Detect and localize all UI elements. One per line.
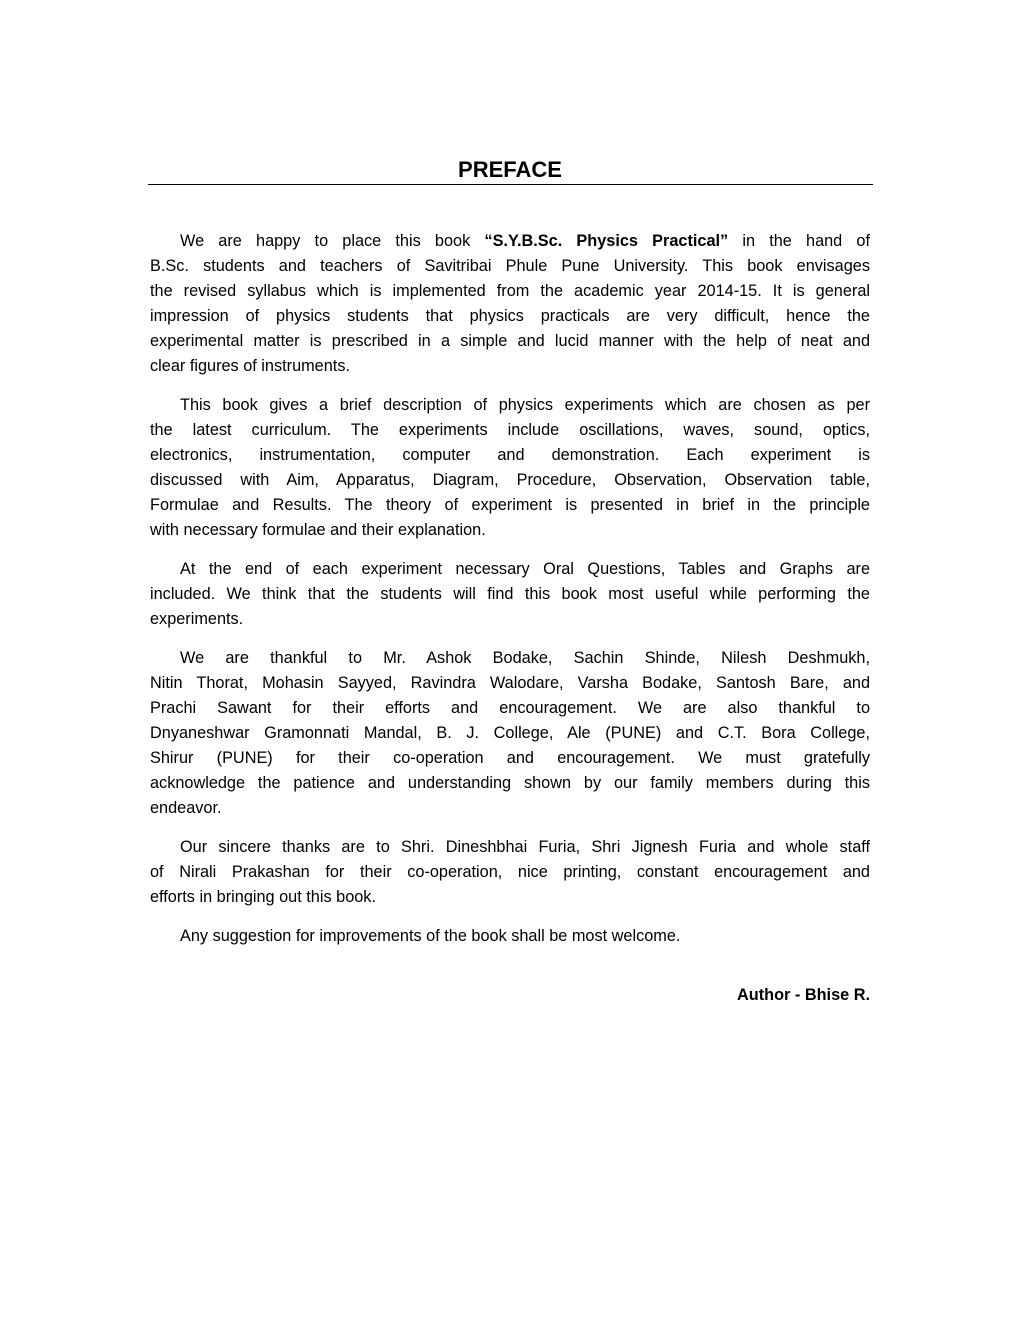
- text-segment: efforts in bringing out this book.: [150, 888, 376, 906]
- text-line: [150, 354, 870, 379]
- text-line: [150, 329, 870, 354]
- text-line: [150, 493, 870, 518]
- page-title: PREFACE: [458, 157, 562, 182]
- text-segment: with necessary formulae and their explanation.: [150, 521, 486, 539]
- paragraph: [150, 229, 870, 379]
- text-line: [150, 771, 870, 796]
- paragraph: [150, 557, 870, 632]
- text-line: [150, 924, 870, 949]
- text-segment: discussed with Aim, Apparatus, Diagram, Procedure, Observation, Observation table,: [150, 471, 870, 489]
- author-signature: Author - Bhise R.: [737, 986, 870, 1004]
- text-segment: Nitin Thorat, Mohasin Sayyed, Ravindra Walodare, Varsha Bodake, Santosh Bare, and: [150, 674, 870, 692]
- text-segment: clear figures of instruments.: [150, 357, 350, 375]
- paragraph: [150, 835, 870, 910]
- text-segment: Any suggestion for improvements of the book shall be most welcome.: [180, 927, 681, 945]
- text-line: [150, 860, 870, 885]
- text-line: [150, 835, 870, 860]
- text-segment: in the hand of: [728, 232, 870, 250]
- text-segment: of Nirali Prakashan for their co-operation, nice printing, constant encouragement and: [150, 863, 870, 881]
- text-segment: impression of physics students that physics practicals are very difficult, hence the: [150, 307, 870, 325]
- text-segment: We are thankful to Mr. Ashok Bodake, Sachin Shinde, Nilesh Deshmukh,: [180, 649, 870, 667]
- text-line: [150, 518, 870, 543]
- text-line: [150, 279, 870, 304]
- text-line: [150, 607, 870, 632]
- text-segment: Shirur (PUNE) for their co-operation and encouragement. We must gratefully: [150, 749, 870, 767]
- text-segment: We are happy to place this book: [180, 232, 485, 250]
- text-segment: At the end of each experiment necessary Oral Questions, Tables and Graphs are: [180, 560, 870, 578]
- text-line: [150, 393, 870, 418]
- text-segment: Prachi Sawant for their efforts and encouragement. We are also thankful to: [150, 699, 870, 717]
- text-line: [150, 468, 870, 493]
- paragraph: [150, 924, 870, 949]
- paragraph: [150, 646, 870, 821]
- text-line: [150, 418, 870, 443]
- text-line: [150, 671, 870, 696]
- paragraph: [150, 393, 870, 543]
- text-line: [150, 304, 870, 329]
- text-line: [150, 557, 870, 582]
- text-segment: This book gives a brief description of physics experiments which are chosen as per: [180, 396, 870, 414]
- text-line: [150, 229, 870, 254]
- text-segment: B.Sc. students and teachers of Savitribai Phule Pune University. This book envisages: [150, 257, 870, 275]
- text-line: [150, 796, 870, 821]
- text-line: [150, 582, 870, 607]
- text-line: [150, 443, 870, 468]
- text-line: [150, 696, 870, 721]
- text-segment: experimental matter is prescribed in a simple and lucid manner with the help of neat and: [150, 332, 870, 350]
- text-segment: the latest curriculum. The experiments include oscillations, waves, sound, optics,: [150, 421, 870, 439]
- text-segment: Our sincere thanks are to Shri. Dineshbhai Furia, Shri Jignesh Furia and whole staff: [180, 838, 870, 856]
- preface-body: [150, 229, 870, 963]
- text-segment: electronics, instrumentation, computer and demonstration. Each experiment is: [150, 446, 870, 464]
- text-line: [150, 885, 870, 910]
- title-underline: [148, 184, 873, 185]
- text-segment: experiments.: [150, 610, 244, 628]
- text-line: [150, 746, 870, 771]
- text-line: [150, 646, 870, 671]
- text-segment: the revised syllabus which is implemented from the academic year 2014-15. It is general: [150, 282, 870, 300]
- text-segment: Dnyaneshwar Gramonnati Mandal, B. J. College, Ale (PUNE) and C.T. Bora College,: [150, 724, 870, 742]
- book-title: “S.Y.B.Sc. Physics Practical”: [484, 232, 729, 250]
- text-segment: endeavor.: [150, 799, 222, 817]
- text-segment: acknowledge the patience and understanding shown by our family members during this: [150, 774, 870, 792]
- text-segment: Formulae and Results. The theory of experiment is presented in brief in the principle: [150, 496, 870, 514]
- text-line: [150, 254, 870, 279]
- text-segment: included. We think that the students will find this book most useful while performing the: [150, 585, 870, 603]
- text-line: [150, 721, 870, 746]
